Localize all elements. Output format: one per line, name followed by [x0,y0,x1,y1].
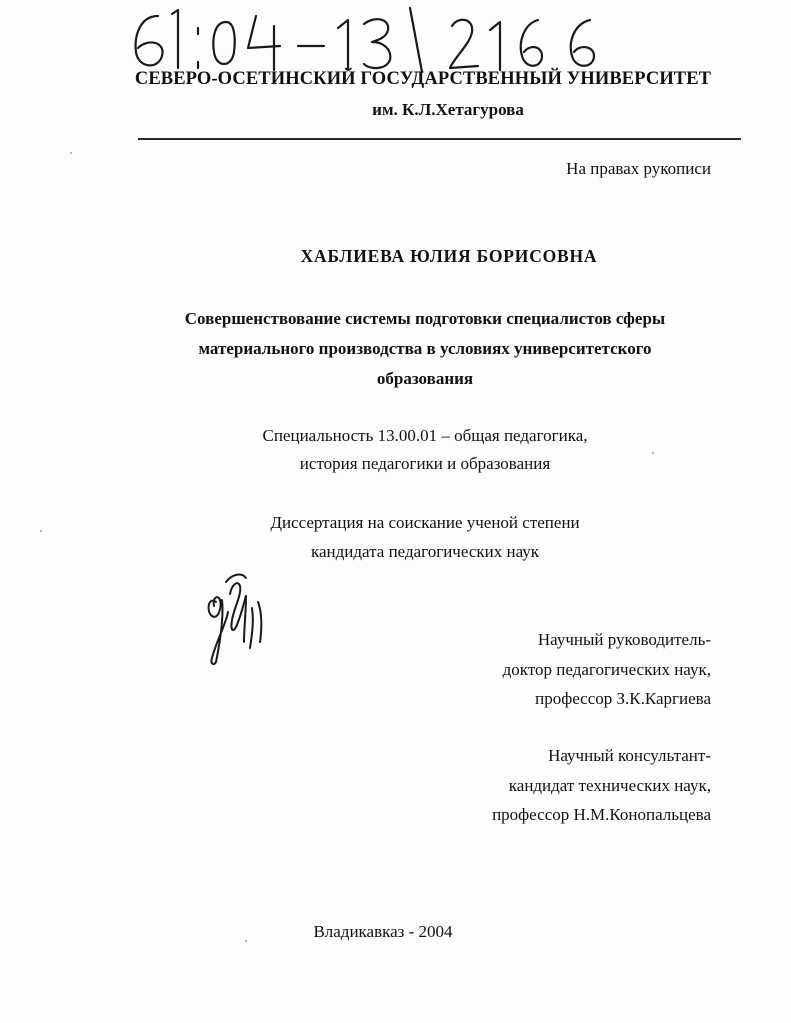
scan-speck [70,152,72,154]
consultant-line: кандидат технических наук, [508,775,711,795]
manuscript-rights-note: На правах рукописи [566,159,711,178]
title-line: образования [376,369,474,388]
title-line: материального производства в условиях университетского [198,339,652,358]
supervisor-line: профессор З.К.Каргиева [535,689,711,708]
university-heading: СЕВЕРО-ОСЕТИНСКИЙ ГОСУДАРСТВЕННЫЙ УНИВЕРСИТЕТ [134,69,712,89]
degree-block [180,508,670,566]
scan-speck [40,530,42,532]
university-honorary-name: им. К.Л.Хетагурова [372,100,524,119]
scientific-supervisor [503,625,711,714]
specialty-line: Специальность 13.00.01 – общая педагогика, [262,426,588,445]
supervisor-line: Научный руководитель- [537,630,711,649]
consultant-line: профессор Н.М.Конопальцева [492,805,711,824]
city-and-year: Владикавказ - 2004 [313,922,453,941]
scan-speck [652,452,654,454]
handwritten-signature [202,572,268,668]
degree-line: кандидата педагогических наук [310,542,540,561]
dissertation-title [150,304,700,394]
specialty-line: история педагогики и образования [299,454,551,473]
handwritten-catalog-code [128,6,618,74]
degree-line: Диссертация на соискание ученой степени [270,513,580,532]
header-divider [138,138,741,140]
supervisor-line: доктор педагогических наук, [502,659,711,679]
specialty-block [180,422,670,478]
title-line: Совершенствование системы подготовки специалистов сферы [184,309,666,328]
scan-speck [245,940,247,942]
consultant-line: Научный консультант- [548,746,711,765]
scientific-consultant [492,741,711,830]
author-name: ХАБЛИЕВА ЮЛИЯ БОРИСОВНА [300,246,598,266]
